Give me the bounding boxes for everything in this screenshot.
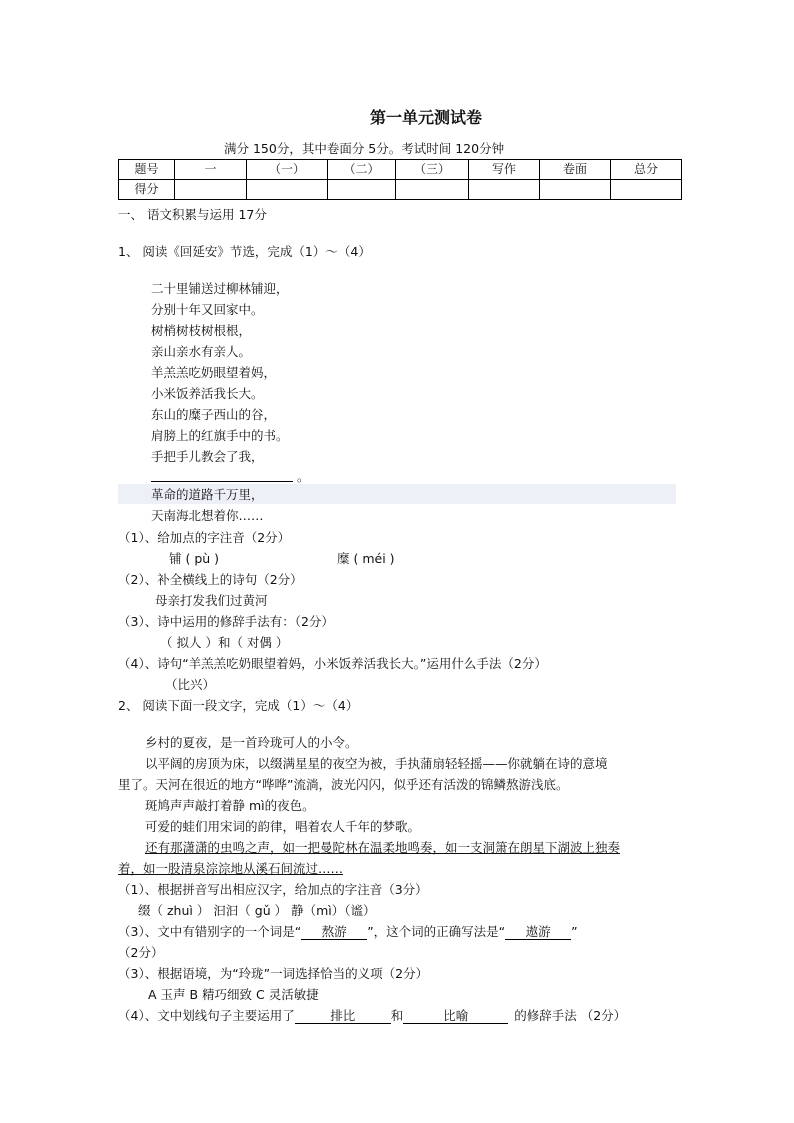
- q2-sub2-text: ”，这个词的正确写法是“: [367, 924, 506, 939]
- score-table-header-cell: 总分: [611, 160, 682, 180]
- q2-sub2: [118, 924, 578, 940]
- q2-sub4-text: 的修辞手法 （2分）: [514, 1008, 627, 1023]
- poem-line: 手把手儿教会了我，: [151, 449, 264, 464]
- passage-line: 可爱的蛙们用宋词的韵律，唱着农人千年的梦歌。: [145, 819, 421, 834]
- q2-sub2-text: （3）、文中有错别字的一个词是“: [118, 924, 302, 939]
- score-row-label: 得分: [119, 180, 175, 200]
- passage-line: 以平阔的房顶为床，以缀满星星的夜空为被，手执蒲扇轻轻摇——你就躺在诗的意境: [145, 756, 608, 771]
- q2-sub3-options: A 玉声 B 精巧细致 C 灵活敏捷: [148, 987, 319, 1002]
- q1-sub1: （1）、给加点的字注音（2分）: [118, 530, 291, 545]
- q1-sub4: （4）、诗句“羊羔羔吃奶眼望着妈，小米饭养活我长大。”运用什么手法（2分）: [118, 656, 547, 671]
- score-table-header-cell: 一: [175, 160, 247, 180]
- q2-sub2-text: ”: [571, 924, 578, 939]
- score-cell[interactable]: [328, 180, 396, 200]
- poem-line: 小米饭养活我长大。: [151, 386, 264, 401]
- poem-line: 天南海北想着你……: [151, 508, 264, 523]
- underlined-sentence: 着，如一股清泉淙淙地从溪石间流过……: [118, 861, 344, 876]
- passage-line: 里了。天河在很近的地方“哗哗”流淌，波光闪闪，似乎还有活泼的锦鳞熬游浅底。: [118, 777, 569, 792]
- q1-sub2-answer: 母亲打发我们过黄河: [155, 593, 268, 608]
- score-cell[interactable]: [247, 180, 328, 200]
- score-table-header-cell: （二）: [328, 160, 396, 180]
- poem-line: 肩膀上的红旗手中的书。: [151, 428, 289, 443]
- passage-line: 斑鸠声声敲打着静 mì的夜色。: [145, 798, 315, 813]
- q2-sub4: [118, 1008, 626, 1024]
- q1-prompt: 1、 阅读《回延安》节选，完成（1）～（4）: [118, 244, 371, 259]
- rhetoric-blank-b: 比喻: [403, 1008, 508, 1024]
- q1-sub1-answer-b: 糜 ( méi ): [337, 551, 395, 566]
- q1-sub3-answer: （ 拟人 ）和（ 对偶 ）: [160, 635, 289, 650]
- q2-sub4-text: 和: [390, 1008, 404, 1023]
- poem-line: 羊羔羔吃奶眼望着妈，: [151, 365, 277, 380]
- score-table-header-cell: 写作: [469, 160, 540, 180]
- poem-line: 二十里铺送过柳林铺迎，: [151, 281, 289, 296]
- q2-sub4-text: （4）、文中划线句子主要运用了: [118, 1008, 295, 1023]
- score-table-header-cell: （三）: [396, 160, 469, 180]
- score-cell[interactable]: [469, 180, 540, 200]
- correct-word-blank: 遨游: [505, 924, 571, 940]
- q1-sub3: （3）、诗中运用的修辞手法有：（2分）: [118, 614, 334, 629]
- underlined-sentence: 还有那潇潇的虫鸣之声，如一把曼陀林在温柔地鸣奏，如一支洞箫在朗星下湖波上独奏: [145, 840, 621, 855]
- score-table-header-row: [119, 160, 682, 180]
- wrong-word-blank: 熬游: [301, 924, 367, 940]
- score-table: [118, 159, 682, 200]
- poem-line: 革命的道路千万里，: [151, 487, 264, 502]
- q2-prompt: 2、 阅读下面一段文字，完成（1）～（4）: [118, 698, 359, 713]
- page-title: 第一单元测试卷: [370, 108, 483, 127]
- score-table-header-cell: 题号: [119, 160, 175, 180]
- score-table-header-cell: （一）: [247, 160, 328, 180]
- q2-sub1: （1）、根据拼音写出相应汉字，给加点的字注音（3分）: [118, 882, 428, 897]
- score-cell[interactable]: [611, 180, 682, 200]
- q2-sub1-answer: 缀（ zhuì ） 汩汩（ gǔ ） 静（mì）（谧）: [138, 903, 376, 918]
- poem-line-period: 。: [297, 469, 310, 484]
- poem-line: 分别十年又回家中。: [151, 302, 264, 317]
- exam-info: 满分 150分，其中卷面分 5分。考试时间 120分钟: [224, 141, 505, 156]
- q1-sub1-answer-a: 铺 ( pù ): [169, 551, 220, 566]
- poem-line: 亲山亲水有亲人。: [151, 344, 252, 359]
- poem-line: 东山的糜子西山的谷，: [151, 407, 277, 422]
- q1-sub2: （2）、补全横线上的诗句（2分）: [118, 572, 303, 587]
- section-1-heading: 一、 语文积累与运用 17分: [118, 207, 267, 222]
- score-table-header-cell: 卷面: [540, 160, 611, 180]
- q2-sub3: （3）、根据语境，为“玲珑”一词选择恰当的义项（2分）: [118, 966, 429, 981]
- score-cell[interactable]: [540, 180, 611, 200]
- rhetoric-blank-a: 排比: [295, 1008, 391, 1024]
- q2-sub2-score: （2分）: [118, 945, 164, 960]
- poem-blank-line: [151, 481, 293, 482]
- score-cell[interactable]: [175, 180, 247, 200]
- passage-line: 乡村的夏夜，是一首玲珑可人的小令。: [145, 735, 358, 750]
- q1-sub4-answer: （比兴）: [165, 677, 216, 692]
- score-cell[interactable]: [396, 180, 469, 200]
- score-table-score-row: [119, 180, 682, 200]
- poem-line: 树梢树枝树根根，: [151, 323, 252, 338]
